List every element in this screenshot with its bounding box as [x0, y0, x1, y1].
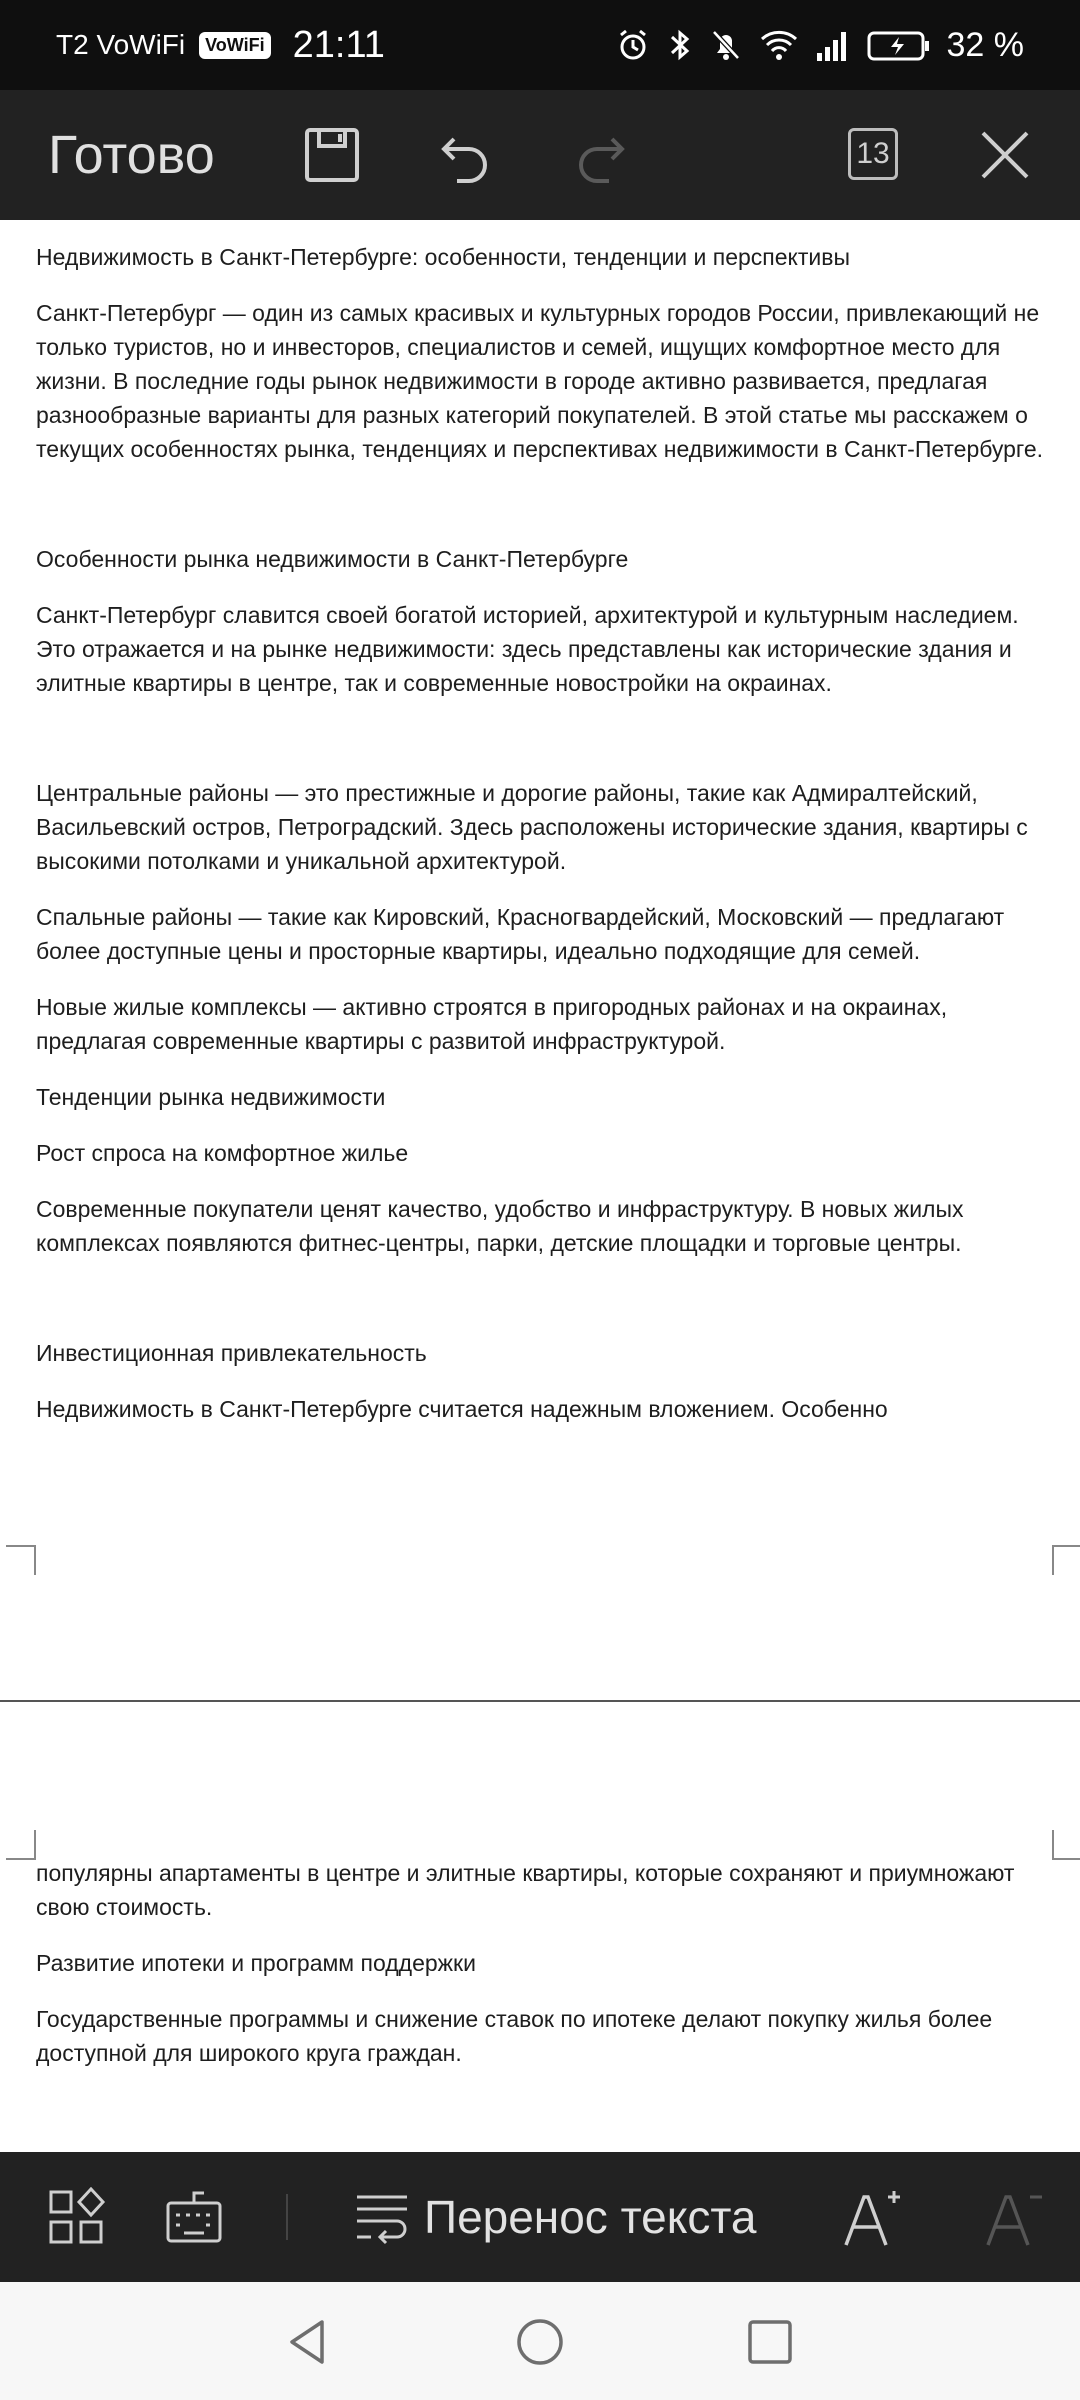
close-icon[interactable] — [975, 125, 1035, 185]
done-button[interactable]: Готово — [48, 125, 215, 185]
doc-heading[interactable]: Тенденции рынка недвижимости — [36, 1084, 386, 1110]
doc-paragraph[interactable]: Современные покупатели ценят качество, удобство и инфраструктуру. В новых жилых комплексах появляются фитнес-центры, парки, детские площадки и торговые центры. — [36, 1196, 964, 1256]
text-wrap-icon[interactable] — [352, 2187, 412, 2247]
save-icon[interactable] — [302, 125, 362, 185]
keyboard-icon[interactable] — [164, 2187, 224, 2247]
bell-muted-icon — [709, 27, 743, 63]
page-margin-corner — [1052, 1545, 1080, 1575]
doc-paragraph[interactable]: Новые жилые комплексы — активно строятся в пригородных районах и на окраинах, предлагая современные квартиры с развитой инфраструктурой. — [36, 994, 948, 1054]
home-icon[interactable] — [514, 2316, 566, 2368]
doc-title[interactable]: Недвижимость в Санкт-Петербурге: особенности, тенденции и перспективы — [36, 244, 851, 270]
wrap-text-label[interactable]: Перенос текста — [424, 2191, 757, 2243]
doc-heading[interactable]: Инвестиционная привлекательность — [36, 1340, 427, 1366]
doc-heading[interactable]: Развитие ипотеки и программ поддержки — [36, 1950, 476, 1976]
doc-paragraph[interactable]: Санкт-Петербург славится своей богатой историей, архитектурой и культурным наследием. Это отражается и на рынке недвижимости: здесь представлены как исторические здания и элитные квартиры в центре, так и современные новостройки на окраинах. — [36, 602, 1019, 696]
carrier-label: T2 VoWiFi — [56, 29, 186, 60]
doc-heading[interactable]: Особенности рынка недвижимости в Санкт-Петербурге — [36, 546, 629, 572]
back-icon[interactable] — [282, 2316, 334, 2368]
page-count[interactable]: 13 — [848, 128, 898, 180]
doc-paragraph[interactable]: Спальные районы — такие как Кировский, Красногвардейский, Московский — предлагают более доступные цены и просторные квартиры, идеально подходящие для семей. — [36, 904, 1005, 964]
doc-paragraph[interactable]: Государственные программы и снижение ставок по ипотеке делают покупку жилья более доступной для широкого круга граждан. — [36, 2006, 993, 2066]
page-margin-corner — [6, 1545, 36, 1575]
font-decrease-icon[interactable] — [982, 2187, 1046, 2251]
recents-icon[interactable] — [744, 2316, 796, 2368]
bluetooth-icon — [667, 27, 693, 63]
alarm-icon — [615, 27, 651, 63]
clock: 21:11 — [292, 23, 385, 66]
page-break-line — [0, 1700, 1080, 1702]
status-bar — [0, 0, 1080, 90]
doc-paragraph[interactable]: популярны апартаменты в центре и элитные квартиры, которые сохраняют и приумножают свою стоимость. — [36, 1860, 1015, 1920]
doc-paragraph[interactable]: Санкт-Петербург — один из самых красивых и культурных городов России, привлекающий не только туристов, но и инвесторов, специалистов и семей, ищущих комфортное место для жизни. В последние годы рынок недвижимости в городе активно развивается, предлагая разнообразные варианты для разных категорий покупателей. В этой статье мы расскажем о текущих особенностях рынка, тенденциях и перспективах недвижимости в Санкт-Петербурге. — [36, 300, 1044, 462]
wifi-icon — [759, 27, 799, 63]
page-margin-corner — [6, 1830, 36, 1860]
vowifi-badge: VoWiFi — [199, 32, 271, 59]
document-page-1[interactable] — [36, 240, 1046, 1448]
doc-heading[interactable]: Рост спроса на комфортное жилье — [36, 1140, 409, 1166]
signal-icon — [815, 27, 851, 63]
undo-icon[interactable] — [436, 125, 496, 185]
widgets-icon[interactable] — [46, 2187, 106, 2247]
editor-toolbar — [0, 90, 1080, 220]
navigation-bar — [0, 2282, 1080, 2400]
font-increase-icon[interactable] — [840, 2187, 904, 2251]
toolbar-divider — [286, 2194, 288, 2240]
doc-paragraph[interactable]: Центральные районы — это престижные и дорогие районы, такие как Адмиралтейский, Васильевский остров, Петроградский. Здесь расположены исторические здания, квартиры с высокими потолками и уникальной архитектурой. — [36, 780, 1028, 874]
battery-charging-icon — [867, 27, 931, 63]
format-toolbar — [0, 2152, 1080, 2282]
page-margin-corner — [1052, 1830, 1080, 1860]
document-page-2[interactable] — [36, 1856, 1046, 2092]
battery-percent: 32 % — [946, 25, 1024, 64]
redo-icon[interactable] — [570, 125, 630, 185]
doc-paragraph[interactable]: Недвижимость в Санкт-Петербурге считается надежным вложением. Особенно — [36, 1396, 888, 1422]
